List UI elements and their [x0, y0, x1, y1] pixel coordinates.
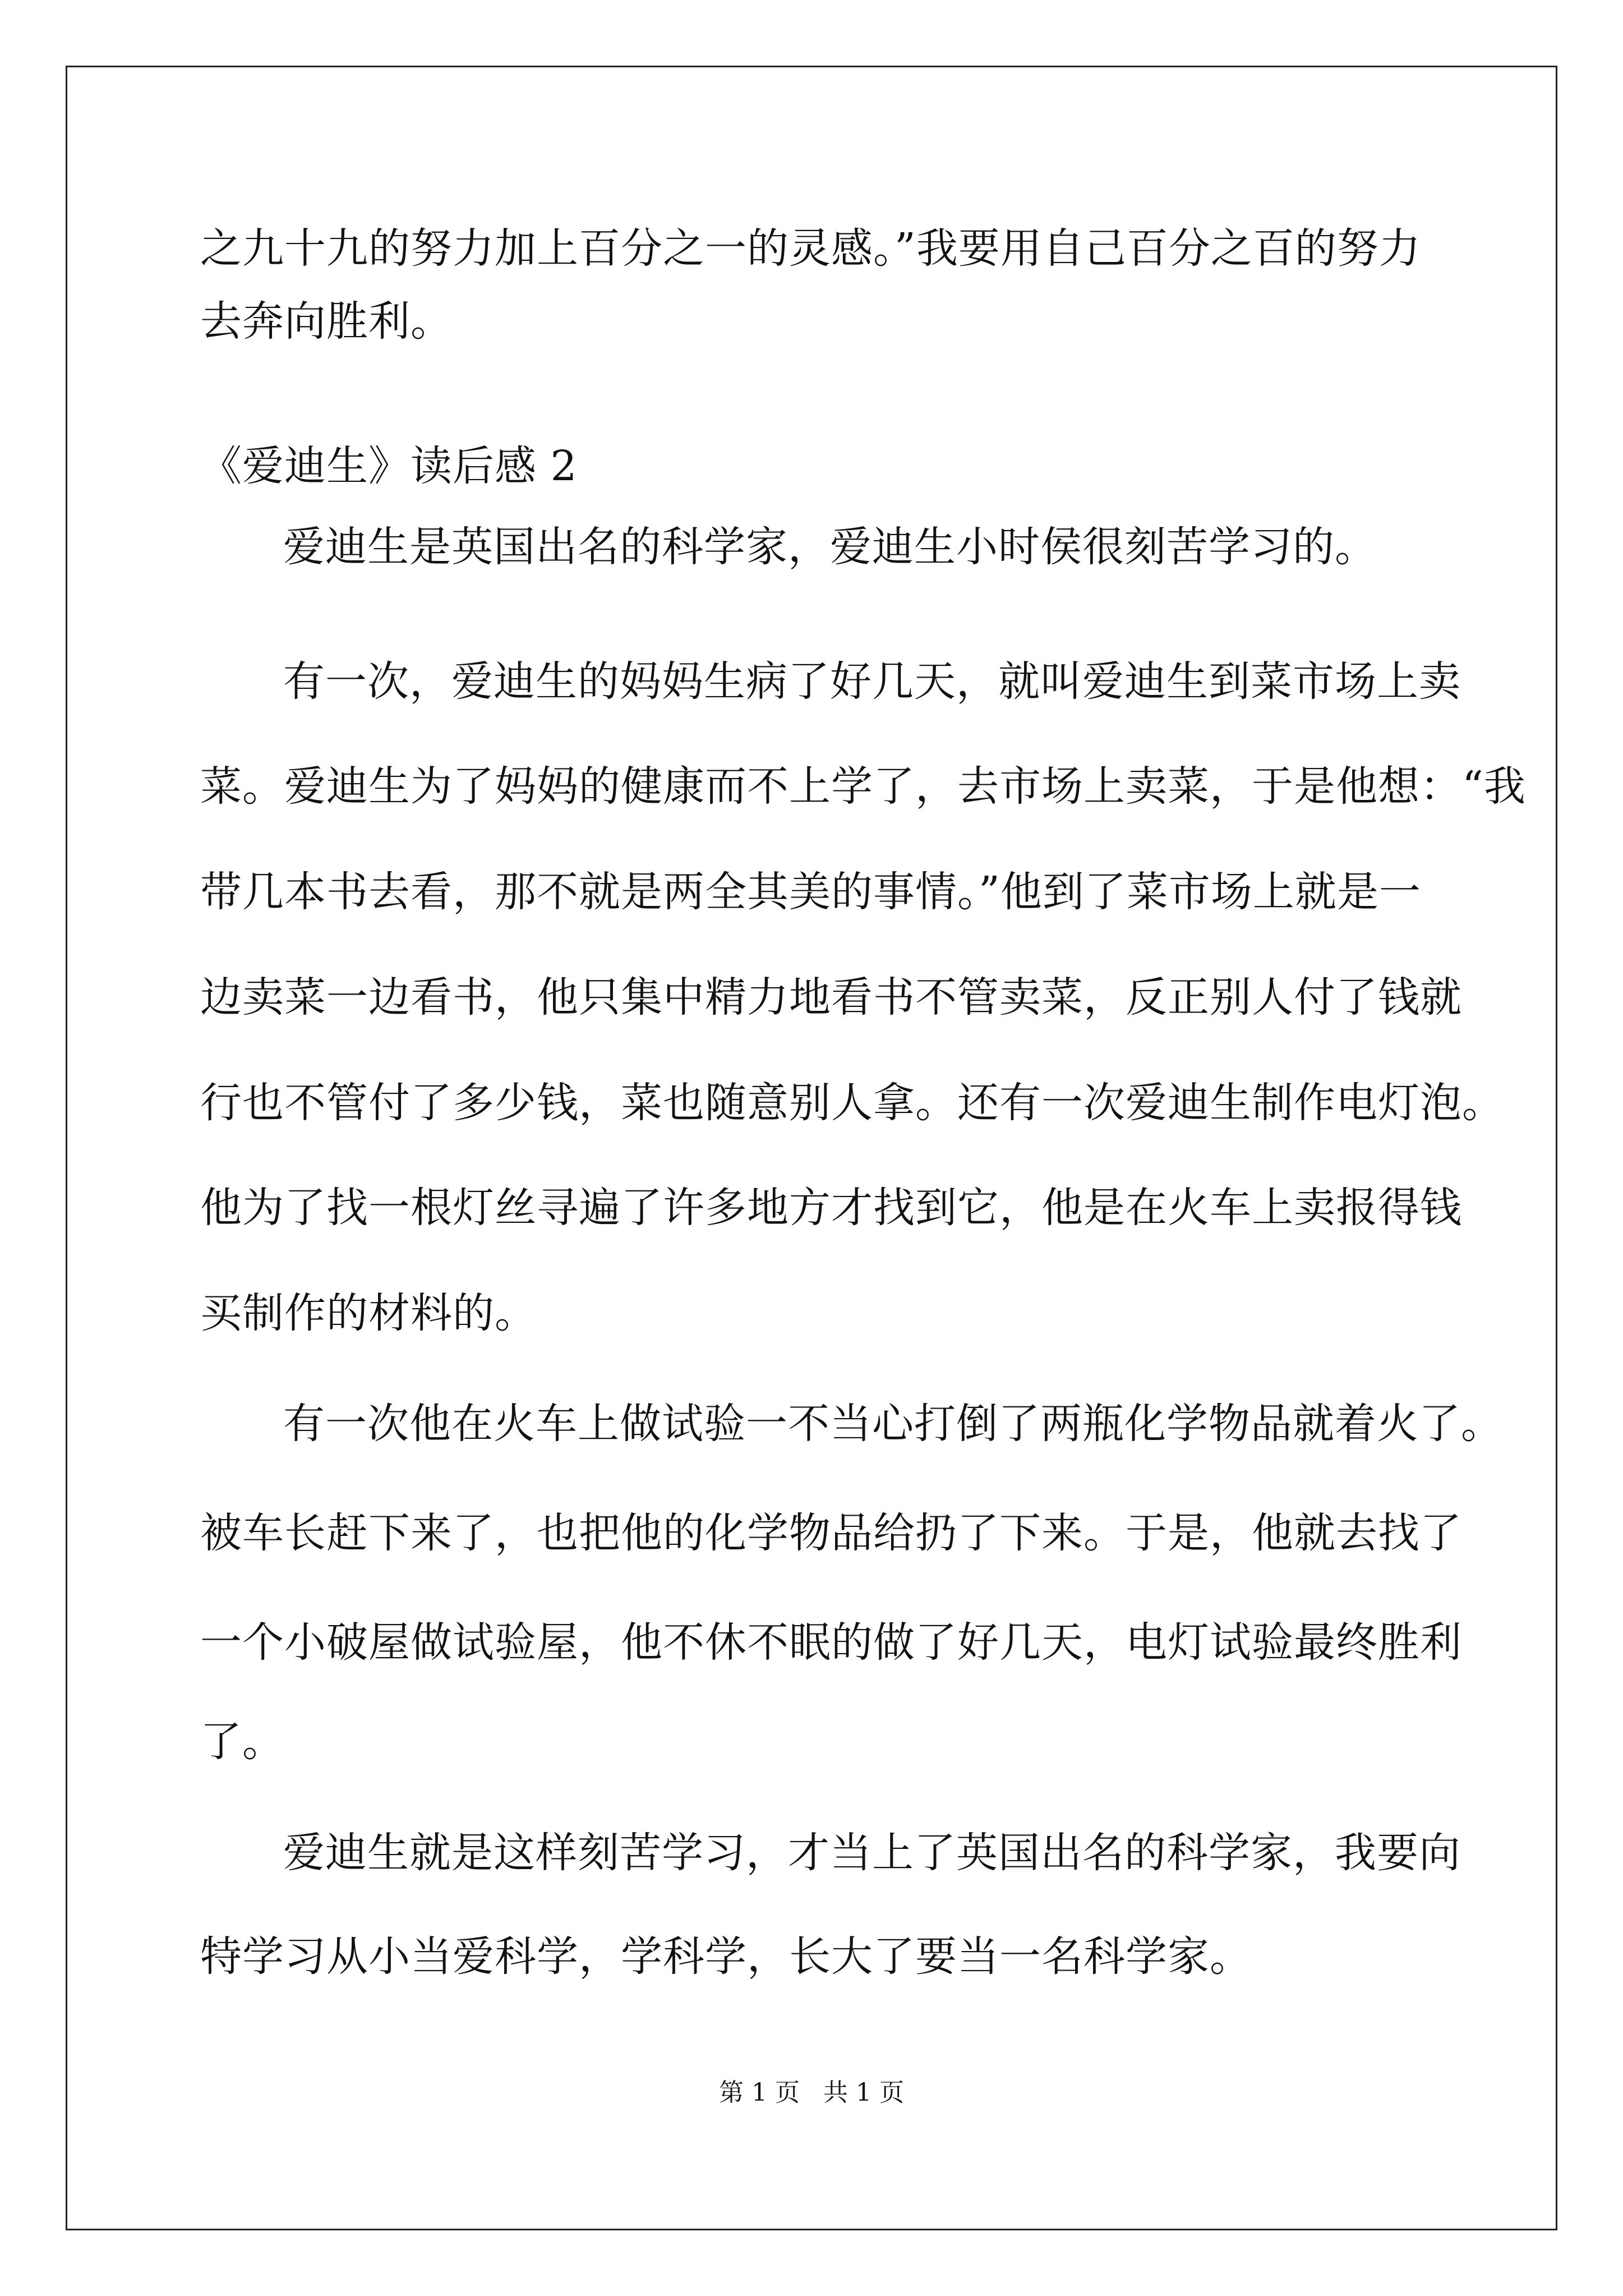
text-line: 被车长赶下来了，也把他的化学物品给扔了下来。于是，他就去找了 [200, 1509, 1462, 1557]
text-line: 去奔向胜利。 [200, 297, 453, 346]
text-line: 爱迪生是英国出名的科学家，爱迪生小时侯很刻苦学习的。 [283, 523, 1377, 571]
text-line: 菜。爱迪生为了妈妈的健康而不上学了，去市场上卖菜，于是他想：“我 [200, 762, 1526, 811]
text-line: 有一次他在火车上做试验一不当心打倒了两瓶化学物品就着火了。 [283, 1400, 1503, 1448]
text-line: 了。 [200, 1718, 284, 1766]
text-line: 特学习从小当爱科学，学科学，长大了要当一名科学家。 [200, 1932, 1252, 1981]
section-heading: 《爱迪生》读后感 2 [200, 442, 578, 490]
text-line: 他为了找一根灯丝寻遍了许多地方才找到它，他是在火车上卖报得钱 [200, 1184, 1462, 1232]
text-line: 买制作的材料的。 [200, 1289, 537, 1337]
text-line: 爱迪生就是这样刻苦学习，才当上了英国出名的科学家，我要向 [283, 1829, 1461, 1877]
text-line: 一个小破屋做试验屋，他不休不眠的做了好几天，电灯试验最终胜利 [200, 1618, 1462, 1667]
text-line: 边卖菜一边看书，他只集中精力地看书不管卖菜，反正别人付了钱就 [200, 973, 1462, 1022]
text-line: 行也不管付了多少钱，菜也随意别人拿。还有一次爱迪生制作电灯泡。 [200, 1079, 1504, 1127]
text-line: 带几本书去看，那不就是两全其美的事情。”他到了菜市场上就是一 [200, 868, 1421, 916]
page-border [66, 66, 1557, 2230]
page-footer: 第 1 页 共 1 页 [719, 2078, 904, 2107]
text-line: 之九十九的努力加上百分之一的灵感。”我要用自己百分之百的努力 [200, 224, 1421, 273]
text-line: 有一次，爱迪生的妈妈生病了好几天，就叫爱迪生到菜市场上卖 [283, 657, 1461, 706]
